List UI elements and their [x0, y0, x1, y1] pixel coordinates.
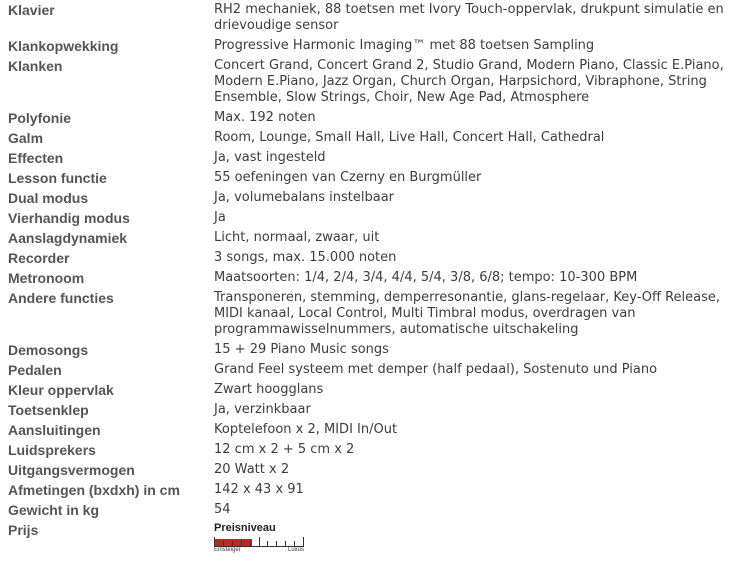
spec-row-vierhandig-modus	[0, 208, 745, 228]
spec-value: Zwart hoogglans	[214, 382, 324, 397]
spec-value: Ja, volumebalans instelbaar	[214, 190, 395, 205]
spec-label: Klavier	[8, 2, 55, 18]
spec-value: Concert Grand, Concert Grand 2, Studio Grand, Modern Piano, Classic E.Piano, Modern E.Piano, Jazz Organ, Church Organ, Harpsichord, Vibraphone, String Ensemble, Slow Strings, Choir, New Age Pad, Atmosphere	[214, 58, 724, 105]
spec-label: Aanslagdynamiek	[8, 230, 128, 246]
spec-row-prijs	[0, 520, 745, 554]
spec-label: Luidsprekers	[8, 442, 96, 458]
price-level-ticks	[214, 537, 304, 546]
spec-value: Ja, verzinkbaar	[214, 402, 311, 417]
spec-label: Polyfonie	[8, 110, 72, 126]
spec-value: Room, Lounge, Small Hall, Live Hall, Concert Hall, Cathedral	[214, 130, 605, 145]
spec-label: Uitgangsvermogen	[8, 462, 135, 478]
spec-row-recorder	[0, 248, 745, 268]
spec-label: Recorder	[8, 250, 70, 266]
spec-row-klavier	[0, 0, 745, 36]
spec-label: Demosongs	[8, 342, 89, 358]
price-scale-tick	[232, 541, 233, 546]
price-level-title: Preisniveau	[214, 522, 276, 534]
spec-row-effecten	[0, 148, 745, 168]
spec-label: Kleur oppervlak	[8, 382, 114, 398]
spec-row-demosongs	[0, 340, 745, 360]
spec-label: Prijs	[8, 522, 39, 538]
spec-row-aansluitingen	[0, 420, 745, 440]
spec-row-gewicht	[0, 500, 745, 520]
price-scale-tick	[223, 541, 224, 546]
price-rating-cell	[212, 520, 745, 554]
price-scale-tick	[250, 541, 251, 546]
spec-row-afmetingen	[0, 480, 745, 500]
spec-label: Vierhandig modus	[8, 210, 130, 226]
price-scale-tick	[276, 541, 277, 546]
spec-row-galm	[0, 128, 745, 148]
price-scale-tick	[241, 541, 242, 546]
price-scale-tick	[267, 541, 268, 546]
spec-row-luidsprekers	[0, 440, 745, 460]
price-level-scale	[214, 537, 304, 547]
spec-value: 142 x 43 x 91	[214, 482, 304, 497]
spec-row-dual-modus	[0, 188, 745, 208]
spec-value: Grand Feel systeem met demper (half pedaal), Sostenuto und Piano	[214, 362, 658, 377]
spec-value: Ja, vast ingesteld	[214, 150, 326, 165]
price-scale-tick	[285, 541, 286, 546]
spec-value: Koptelefoon x 2, MIDI In/Out	[214, 422, 398, 437]
spec-row-polyfonie	[0, 108, 745, 128]
spec-value: Max. 192 noten	[214, 110, 316, 125]
spec-value: Progressive Harmonic Imaging™ met 88 toetsen Sampling	[214, 38, 595, 53]
spec-value: Transponeren, stemming, demperresonantie, glans-regelaar, Key-Off Release, MIDI kanaal, Local Control, Multi Timbral modus, overdragen van programmawisselnummers, automatische uitschakeling	[214, 290, 721, 337]
spec-value: 55 oefeningen van Czerny en Burgmüller	[214, 170, 482, 185]
spec-value: Ja	[214, 210, 226, 225]
spec-label: Afmetingen (bxdxh) in cm	[8, 482, 180, 498]
spec-value: 15 + 29 Piano Music songs	[214, 342, 389, 357]
price-scale-tick	[303, 537, 304, 546]
spec-value: 3 songs, max. 15.000 noten	[214, 250, 397, 265]
spec-value: RH2 mechaniek, 88 toetsen met Ivory Touch-oppervlak, drukpunt simulatie en drievoudige sensor	[214, 2, 724, 33]
spec-label: Metronoom	[8, 270, 85, 286]
spec-value: 20 Watt x 2	[214, 462, 290, 477]
spec-row-aanslagdynamiek	[0, 228, 745, 248]
price-level-graphic	[214, 522, 304, 552]
spec-label: Toetsenklep	[8, 402, 89, 418]
spec-value: Maatsoorten: 1/4, 2/4, 3/4, 4/4, 5/4, 3/8, 6/8; tempo: 10-300 BPM	[214, 270, 638, 285]
spec-row-klanken	[0, 56, 745, 108]
price-scale-low-label: Einsteiger	[214, 547, 241, 553]
spec-label: Pedalen	[8, 362, 62, 378]
price-scale-tick	[214, 537, 215, 546]
spec-value: 54	[214, 502, 231, 517]
spec-value: 12 cm x 2 + 5 cm x 2	[214, 442, 355, 457]
spec-row-metronoom	[0, 268, 745, 288]
spec-label: Effecten	[8, 150, 64, 166]
spec-label: Klankopwekking	[8, 38, 119, 54]
spec-label: Lesson functie	[8, 170, 107, 186]
price-scale-tick	[259, 537, 260, 546]
spec-row-andere-functies	[0, 288, 745, 340]
spec-value: Licht, normaal, zwaar, uit	[214, 230, 380, 245]
price-scale-tick	[294, 541, 295, 546]
spec-label: Galm	[8, 130, 44, 146]
spec-row-klankopwekking	[0, 36, 745, 56]
spec-label: Andere functies	[8, 290, 114, 306]
price-scale-high-label: Luxus	[287, 547, 304, 553]
spec-label: Klanken	[8, 58, 63, 74]
spec-row-kleur-oppervlak	[0, 380, 745, 400]
spec-row-toetsenklep	[0, 400, 745, 420]
spec-row-uitgangsvermogen	[0, 460, 745, 480]
spec-row-pedalen	[0, 360, 745, 380]
spec-row-lesson-functie	[0, 168, 745, 188]
spec-label: Gewicht in kg	[8, 502, 100, 518]
spec-label: Dual modus	[8, 190, 89, 206]
spec-label: Aansluitingen	[8, 422, 101, 438]
